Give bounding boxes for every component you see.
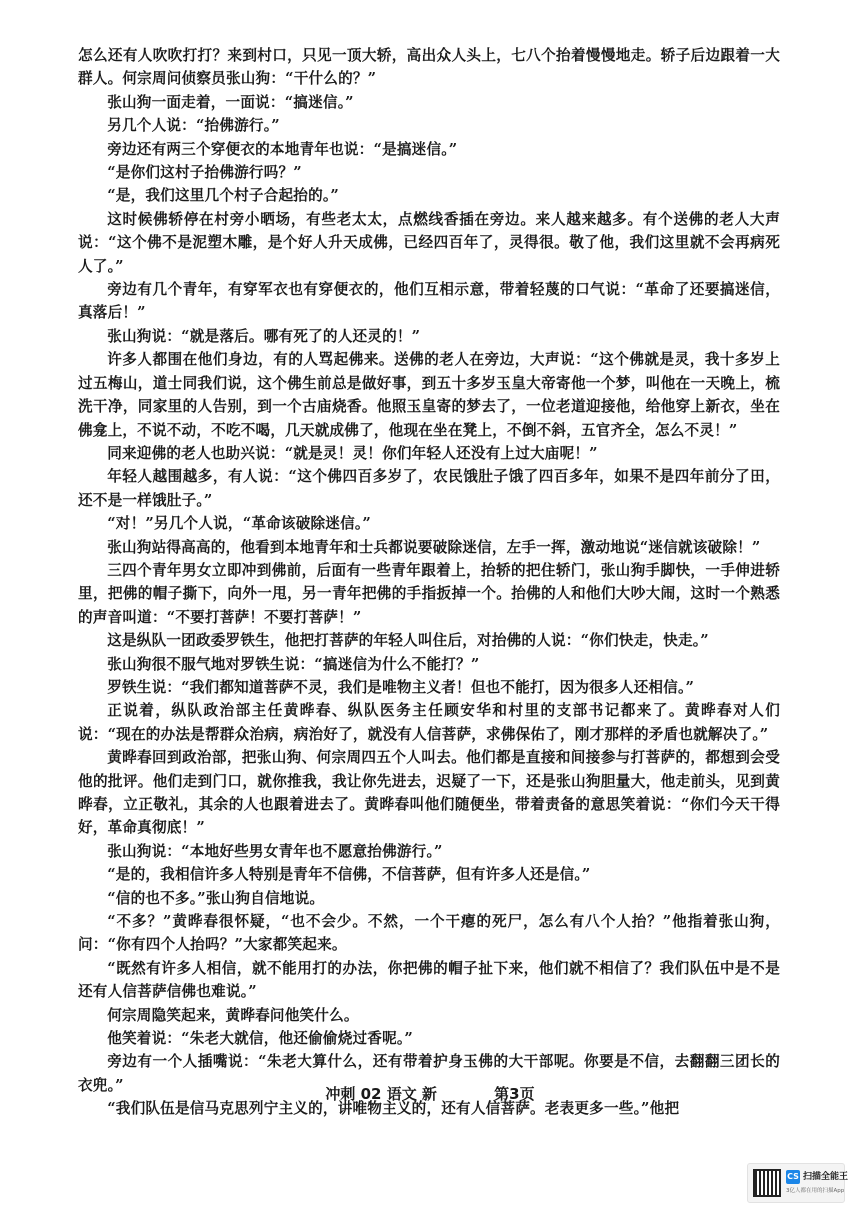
article-body: [78, 44, 780, 1121]
paragraph: 他笑着说：“朱老大就信，他还偷偷烧过香呢。”: [107, 1030, 413, 1048]
paragraph: 三四个青年男女立即冲到佛前，后面有一些青年跟着上，抬轿的把住轿门，张山狗手脚快，一手伸进轿里，把佛的帽子撕下，向外一甩，另一青年把佛的手指扳掉一个。抬佛的人和他们大吵大闹，这时一个熟悉的声音叫道：“不要打菩萨！不要打菩萨！”: [78, 561, 780, 626]
paragraph: 正说着，纵队政治部主任黄晔春、纵队医务主任顾安华和村里的支部书记都来了。黄晔春对人们说：“现在的办法是帮群众治病，病治好了，就没有人信菩萨，求佛保佑了，刚才那样的矛盾也就解决了。”: [78, 702, 780, 743]
paragraph: 旁边还有两三个穿便衣的本地青年也说：“是搞迷信。”: [107, 140, 458, 158]
paragraph: “我们队伍是信马克思列宁主义的，讲唯物主义的，还有人信菩萨。老表更多一些。”他把: [107, 1100, 680, 1118]
paragraph: 旁边有几个青年，有穿军衣也有穿便衣的，他们互相示意，带着轻蔑的口气说：“革命了还要搞迷信，真落后！”: [78, 281, 780, 322]
paragraph: 何宗周隐笑起来，黄晔春问他笑什么。: [107, 1006, 359, 1024]
paragraph: 同来迎佛的老人也助兴说：“就是灵！灵！你们年轻人还没有上过大庙呢！”: [107, 444, 598, 462]
paragraph: 张山狗说：“就是落后。哪有死了的人还灵的！”: [107, 327, 421, 345]
paragraph: 另几个人说：“抬佛游行。”: [107, 117, 280, 135]
paragraph: 张山狗很不服气地对罗铁生说：“搞迷信为什么不能打？”: [107, 655, 480, 673]
paragraph: 这时候佛轿停在村旁小晒场，有些老太太，点燃线香插在旁边。来人越来越多。有个送佛的老人大声说：“这个佛不是泥塑木雕，是个好人升天成佛，已经四百年了，灵得很。敬了他，我们这里就不会再病死人了。”: [78, 210, 780, 275]
page-number: 第3页: [494, 1085, 535, 1103]
paragraph: “既然有许多人相信，就不能用打的办法，你把佛的帽子扯下来，他们就不相信了？我们队伍中是不是还有人信菩萨信佛也难说。”: [78, 959, 780, 1001]
paragraph: “不多？”黄晔春很怀疑，“也不会少。不然，一个干瘪的死尸，怎么有八个人抬？”他指着张山狗，问：“你有四个人抬吗？”大家都笑起来。: [78, 913, 780, 954]
page-footer: [0, 1083, 860, 1104]
paragraph: 黄晔春回到政治部，把张山狗、何宗周四五个人叫去。他们都是直接和间接参与打菩萨的，都想到会受他的批评。他们走到门口，就你推我，我让你先进去，迟疑了一下，还是张山狗胆量大，他走前头，见到黄晔春，立正敬礼，其余的人也跟着进去了。黄晔春叫他们随便坐，带着责备的意思笑着说：“你们今天干得好，革命真彻底！”: [78, 749, 780, 837]
paragraph: 张山狗站得高高的，他看到本地青年和士兵都说要破除迷信，左手一挥，激动地说“迷信就该破除！”: [107, 538, 761, 556]
paragraph: 年轻人越围越多，有人说：“这个佛四百多岁了，农民饿肚子饿了四百多年，如果不是四年前分了田，还不是一样饿肚子。”: [78, 468, 780, 509]
exam-code: 冲刺 02 语文 新: [325, 1085, 437, 1103]
paragraph: “是的，我相信许多人特别是青年不信佛，不信菩萨，但有许多人还是信。”: [107, 866, 591, 884]
paragraph: 许多人都围在他们身边，有的人骂起佛来。送佛的老人在旁边，大声说：“这个佛就是灵，我十多岁上过五梅山，道士同我们说，这个佛生前总是做好事，到五十多岁玉皇大帝寄他一个梦，叫他在一天晚上，梳洗干净，同家里的人告别，到一个古庙烧香。他照玉皇寄的梦去了，一位老道迎接他，给他穿上新衣，坐在佛龛上，不说不动，不吃不喝，几天就成佛了，他现在坐在凳上，不倒不斜，五官齐全，怎么不灵！”: [78, 351, 780, 439]
camscanner-logo-icon: CS: [786, 1170, 800, 1184]
watermark-title: 扫描全能王: [803, 1172, 849, 1182]
paragraph: 罗铁生说：“我们都知道菩萨不灵，我们是唯物主义者！但也不能打，因为很多人还相信。”: [107, 678, 695, 696]
paragraph: “信的也不多。”张山狗自信地说。: [107, 889, 325, 907]
paragraph: 张山狗一面走着，一面说：“搞迷信。”: [107, 93, 354, 111]
paragraph: 这是纵队一团政委罗铁生，他把打菩萨的年轻人叫住后，对抬佛的人说：“你们快走，快走。”: [107, 632, 709, 650]
camscanner-watermark: [747, 1163, 849, 1203]
paragraph: 张山狗说：“本地好些男女青年也不愿意抬佛游行。”: [107, 842, 443, 860]
paragraph: “是你们这村子抬佛游行吗？”: [107, 164, 302, 182]
paragraph: “对！”另几个人说，“革命该破除迷信。”: [107, 515, 371, 533]
qr-code-icon: [753, 1169, 781, 1197]
watermark-subtitle: 3亿人都在用的扫描App: [786, 1188, 845, 1194]
paragraph: 怎么还有人吹吹打打？来到村口，只见一顶大轿，高出众人头上，七八个抬着慢慢地走。轿子后边跟着一大群人。何宗周问侦察员张山狗：“干什么的？”: [78, 47, 780, 88]
paragraph: “是，我们这里几个村子合起抬的。”: [107, 187, 339, 205]
paragraph: 旁边有一个人插嘴说：“朱老大算什么，还有带着护身玉佛的大干部呢。你要是不信，去翻翻三团长的衣兜。”: [78, 1053, 780, 1094]
